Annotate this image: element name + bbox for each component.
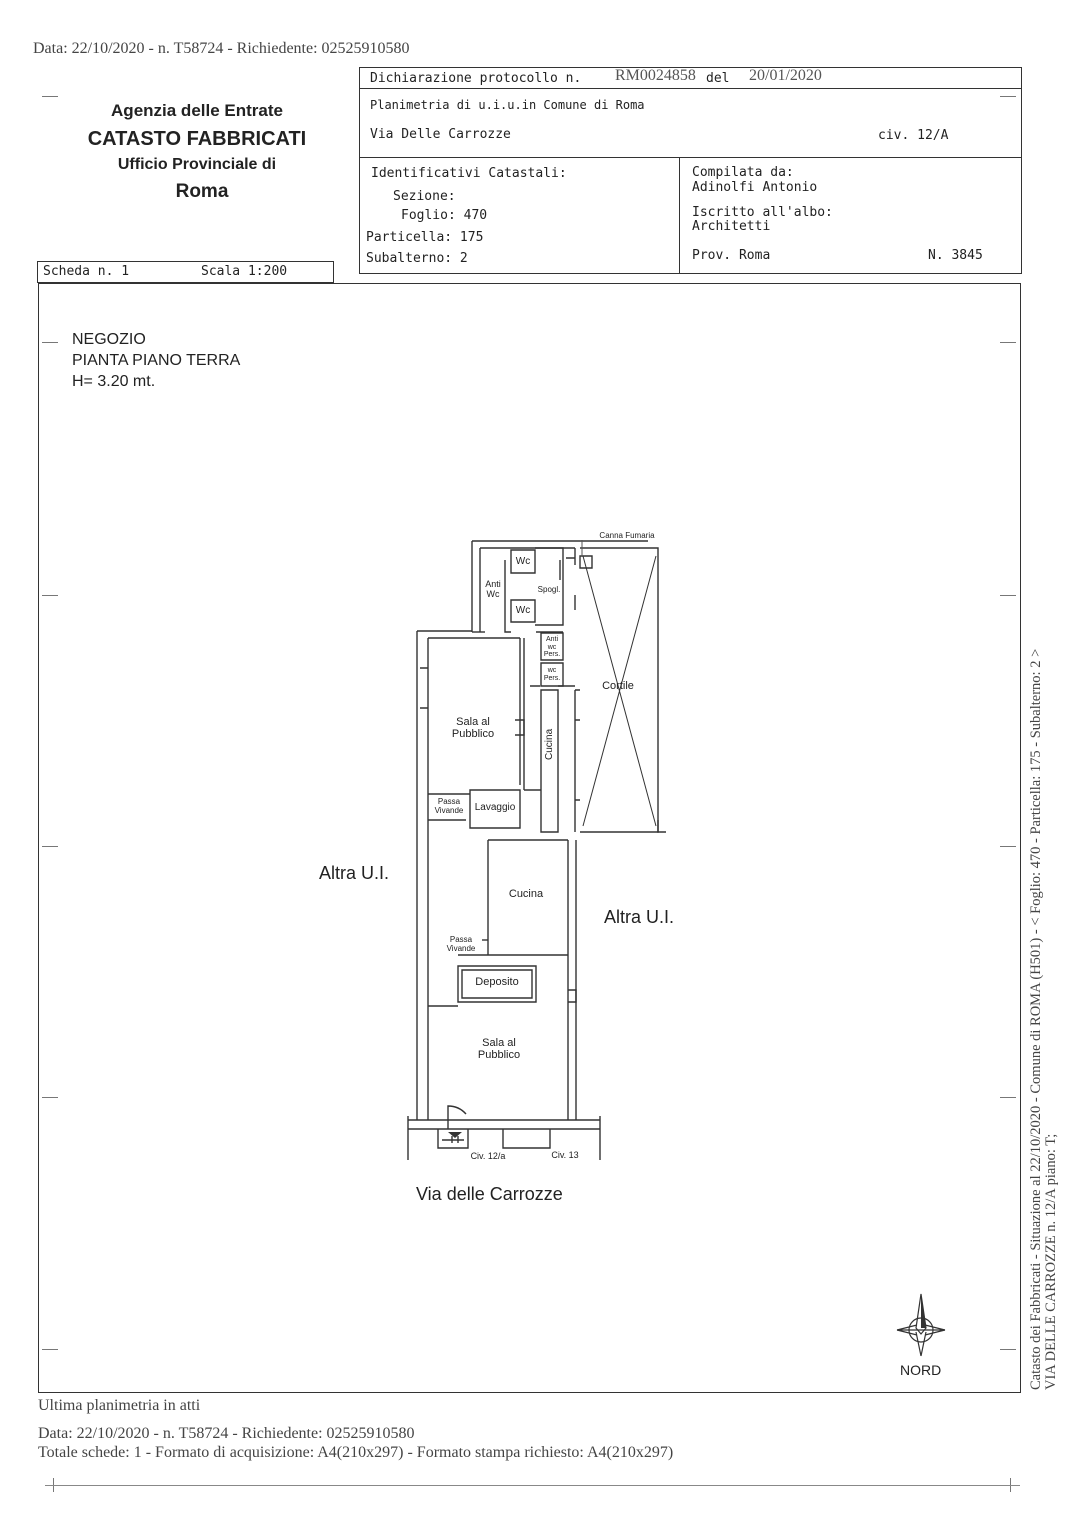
label-cucina-corridor: Cucina (544, 728, 555, 760)
label-anti-wc: Anti Wc (485, 579, 501, 599)
drawing-title-floor: PIANTA PIANO TERRA (72, 352, 241, 369)
provincia: Prov. Roma (692, 248, 771, 263)
street-name: Via delle Carrozze (416, 1184, 563, 1204)
compilata-name: Adinolfi Antonio (692, 180, 818, 195)
tick-mark (42, 342, 58, 343)
tick-mark (42, 1349, 58, 1350)
label-wc-upper: Wc (515, 556, 531, 567)
label-cucina: Cucina (508, 888, 544, 900)
iscritto-label: Iscritto all'albo: (692, 205, 833, 220)
tick-mark (1000, 1349, 1016, 1350)
label-spogliatoio: Spogl. (537, 585, 561, 594)
sezione: Sezione: (393, 189, 456, 204)
header-divider-vertical (679, 157, 680, 274)
label-lavaggio: Lavaggio (474, 802, 516, 813)
iscrizione-number: N. 3845 (928, 248, 983, 263)
side-caption-address: VIA DELLE CARROZZE n. 12/A piano: T; (1043, 1133, 1059, 1390)
tick-mark (1000, 595, 1016, 596)
tick-mark (42, 1097, 58, 1098)
identificativi-title: Identificativi Catastali: (371, 166, 567, 181)
label-sala-pubblico-lower: Sala al Pubblico (477, 1037, 521, 1061)
tick-mark (42, 96, 58, 97)
request-info-line: Data: 22/10/2020 - n. T58724 - Richiedente: 02525910580 (33, 40, 410, 57)
label-altra-ui-right: Altra U.I. (604, 907, 675, 927)
label-civ-12a: Civ. 12/a (470, 1151, 506, 1161)
drawing-title-use: NEGOZIO (72, 331, 146, 348)
label-passa-vivande-lower: Passa Vivande (446, 935, 476, 953)
label-wc-lower: Wc (515, 605, 531, 616)
label-deposito: Deposito (475, 976, 519, 988)
protocol-label: Dichiarazione protocollo n. (370, 71, 582, 86)
agency-name: Agenzia delle Entrate (111, 101, 283, 120)
label-cortile: Cortile (602, 680, 634, 692)
label-anti-wc-pers: Anti wc Pers. (543, 636, 561, 658)
label-sala-pubblico-upper: Sala al Pubblico (451, 716, 495, 740)
bottom-rule (45, 1485, 1020, 1486)
footer-schede-format: Totale schede: 1 - Formato di acquisizione: A4(210x297) - Formato stampa richiesto: A4(210x297) (38, 1444, 674, 1461)
label-civ-13: Civ. 13 (551, 1150, 579, 1160)
drawing-title-height: H= 3.20 mt. (72, 373, 156, 390)
footer-request-info: Data: 22/10/2020 - n. T58724 - Richiedente: 02525910580 (38, 1425, 415, 1442)
particella: Particella: 175 (366, 230, 484, 245)
protocol-number: RM0024858 (615, 67, 696, 84)
planimetria-comune: Planimetria di u.i.u.in Comune di Roma (370, 98, 645, 112)
floor-plan (400, 530, 670, 1170)
via-address: Via Delle Carrozze (370, 127, 511, 142)
tick-mark (42, 595, 58, 596)
tick-mark (1000, 1097, 1016, 1098)
label-altra-ui-left: Altra U.I. (319, 863, 390, 883)
subalterno: Subalterno: 2 (366, 251, 468, 266)
label-passa-vivande-upper: Passa Vivande (434, 797, 464, 815)
protocol-date: 20/01/2020 (749, 67, 822, 84)
compilata-label: Compilata da: (692, 165, 794, 180)
footer-ultima-planimetria: Ultima planimetria in atti (38, 1397, 201, 1414)
protocol-del: del (706, 71, 730, 86)
side-caption-situation: Catasto dei Fabbricati - Situazione al 22/10/2020 - Comune di ROMA (H501) - < Foglio: 470 - Particella: 175 - Subalterno: 2 > (1028, 648, 1044, 1390)
scheda-number: Scheda n. 1 (43, 264, 130, 279)
label-wc-pers: wc Pers. (543, 667, 561, 682)
ufficio-city: Roma (175, 181, 229, 202)
label-canna-fumaria: Canna Fumaria (599, 531, 655, 540)
ufficio-label: Ufficio Provinciale di (117, 156, 277, 173)
catasto-title: CATASTO FABBRICATI (87, 128, 307, 150)
scala: Scala 1:200 (201, 264, 288, 279)
tick-mark (1000, 846, 1016, 847)
tick-mark (1000, 96, 1016, 97)
header-divider-1 (359, 88, 1022, 89)
albo-name: Architetti (692, 219, 771, 234)
header-divider-2 (359, 157, 1022, 158)
compass-rose-icon (893, 1290, 949, 1358)
civico: civ. 12/A (878, 128, 949, 143)
foglio: Foglio: 470 (401, 208, 488, 223)
north-label: NORD (900, 1362, 942, 1378)
tick-mark (42, 846, 58, 847)
tick-mark (1000, 342, 1016, 343)
